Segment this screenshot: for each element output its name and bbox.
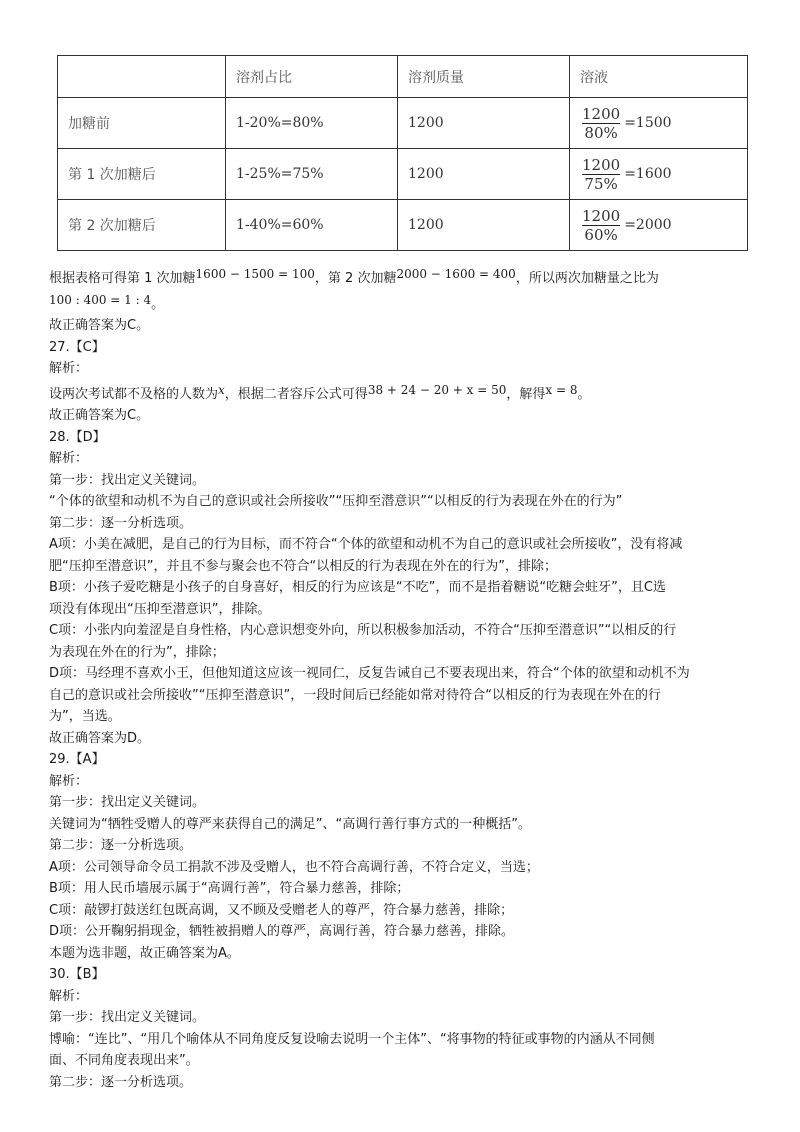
fraction-result: =2000 [624, 217, 672, 233]
text-line: B项：用人民币墙展示属于“高调行善”，符合暴力慈善，排除； [49, 881, 410, 896]
text-line [49, 264, 759, 290]
fraction [580, 105, 672, 142]
text-line: C项：敲锣打鼓送红包既高调，又不顾及受赠老人的尊严，符合暴力慈善，排除； [49, 902, 514, 918]
sugar-table [57, 55, 748, 251]
math-expression: x = 8 [545, 382, 578, 397]
answer-line: 本题为选非题，故正确答案为A。 [49, 945, 240, 961]
text-line: “个体的欲望和动机不为自己的意识或社会所接收”“压抑至潜意识”“以相反的行为表现在外在的行为” [49, 494, 623, 509]
header-cell: 溶剂占比 [226, 56, 398, 98]
text-line [49, 380, 759, 406]
answer-line: 故正确答案为C。 [49, 318, 150, 333]
fraction [580, 156, 672, 193]
text-line: A项：小美在减肥，是自己的行为目标，而不符合“个体的欲望和动机不为自己的意识或社会所接收”，没有将减 [49, 537, 683, 552]
table-row [58, 98, 748, 149]
text-line: 第二步：逐一分析选项。 [49, 1074, 193, 1090]
text-line: 关键词为“牺牲受赠人的尊严来获得自己的满足”、“高调行善行事方式的一种概括”。 [49, 816, 531, 832]
math-expression: 100 : 400 = 1 : 4 [49, 292, 152, 307]
text-line: 面、不同角度表现出来”。 [49, 1053, 199, 1068]
text-span: 。 [577, 386, 591, 402]
text-line: A项：公司领导命令员工捐款不涉及受赠人，也不符合高调行善，不符合定义，当选； [49, 859, 539, 875]
text-span: ，第 2 次加糖 [314, 271, 397, 286]
ratio-cell: 1-40%=60% [226, 200, 398, 251]
ratio-cell: 1-25%=75% [226, 149, 398, 200]
fraction-result: =1500 [624, 115, 672, 131]
answer-line: 故正确答案为D。 [49, 730, 151, 746]
fraction-numerator: 1200 [582, 206, 621, 225]
text-span: ，根据二者容斥公式可得 [224, 386, 368, 402]
text-span: ，所以两次加糖量之比为 [515, 271, 659, 286]
analysis-label: 解析： [49, 451, 89, 466]
fraction-denominator: 80% [584, 123, 618, 142]
text-line: D项：马经理不喜欢小王，但他知道这应该一视同仁，反复告诫自己不要表现出来，符合“个体的欲望和动机不为 [49, 666, 690, 681]
text-line: 第一步：找出定义关键词。 [49, 1010, 206, 1025]
text-span: ，解得 [506, 386, 546, 402]
math-expression: 2000 − 1600 = 400 [396, 267, 516, 281]
text-span: 。 [151, 296, 165, 312]
text-line: 第二步：逐一分析选项。 [49, 515, 193, 531]
math-expression: 38 + 24 − 20 + x = 50 [367, 382, 507, 397]
math-expression: x [218, 382, 225, 397]
text-line: 第二步：逐一分析选项。 [49, 838, 193, 853]
text-line: B项：小孩子爱吃糖是小孩子的自身喜好，相反的行为应该是“不吃”，而不是指着糖说“吃糖会蛀牙”，且C选 [49, 580, 666, 595]
fraction [580, 207, 672, 244]
row-label: 第 1 次加糖后 [58, 149, 226, 200]
analysis-label: 解析： [49, 773, 89, 789]
explanation-text [49, 264, 759, 1093]
question-number: 29.【A】 [49, 752, 105, 767]
analysis-label: 解析： [49, 988, 89, 1004]
table-row [58, 200, 748, 251]
text-span: 根据表格可得第 1 次加糖 [49, 271, 196, 286]
text-line: 肥“压抑至潜意识”，并且不参与聚会也不符合“以相反的行为表现在外在的行为”，排除； [49, 558, 557, 574]
text-line: 为表现在外在的行为”，排除； [49, 644, 225, 660]
table-row [58, 149, 748, 200]
text-line: 自己的意识或社会所接收”“压抑至潜意识”，一段时间后已经能如常对待符合“以相反的行为表现在外在的行 [49, 687, 661, 703]
fraction-denominator: 60% [584, 225, 618, 244]
ratio-cell: 1-20%=80% [226, 98, 398, 149]
text-line: 为”，当选。 [49, 709, 121, 724]
mass-cell: 1200 [398, 149, 570, 200]
text-line: 第一步：找出定义关键词。 [49, 472, 206, 488]
text-line: D项：公开鞠躬捐现金，牺牲被捐赠人的尊严，高调行善，符合暴力慈善，排除。 [49, 924, 515, 939]
row-label: 第 2 次加糖后 [58, 200, 226, 251]
answer-line: 故正确答案为C。 [49, 408, 150, 423]
solution-cell [570, 98, 748, 149]
table-header-row [58, 56, 748, 98]
fraction-denominator: 75% [584, 174, 618, 193]
text-line: 项没有体现出“压抑至潜意识”，排除。 [49, 601, 271, 617]
header-cell: 溶液 [570, 56, 748, 98]
question-number: 28.【D】 [49, 429, 106, 445]
question-number: 27.【C】 [49, 339, 105, 355]
fraction-numerator: 1200 [582, 104, 621, 123]
fraction-numerator: 1200 [582, 155, 621, 174]
solution-cell [570, 149, 748, 200]
mass-cell: 1200 [398, 98, 570, 149]
mass-cell: 1200 [398, 200, 570, 251]
math-expression: 1600 − 1500 = 100 [195, 267, 315, 281]
analysis-label: 解析： [49, 361, 89, 376]
row-label: 加糖前 [58, 98, 226, 149]
header-cell: 溶剂质量 [398, 56, 570, 98]
text-line: 第一步：找出定义关键词。 [49, 795, 206, 810]
fraction-result: =1600 [624, 166, 672, 182]
text-span: 设两次考试都不及格的人数为 [49, 386, 219, 402]
solution-cell [570, 200, 748, 251]
header-cell [58, 56, 226, 98]
text-line [49, 290, 759, 316]
text-line: C项：小张内向羞涩是自身性格，内心意识想变外向，所以积极参加活动，不符合“压抑至潜意识”“以相反的行 [49, 623, 677, 638]
text-line: 博喻：“连比”、“用几个喻体从不同角度反复设喻去说明一个主体”、“将事物的特征或事物的内涵从不同侧 [49, 1031, 655, 1047]
question-number: 30.【B】 [49, 967, 105, 982]
